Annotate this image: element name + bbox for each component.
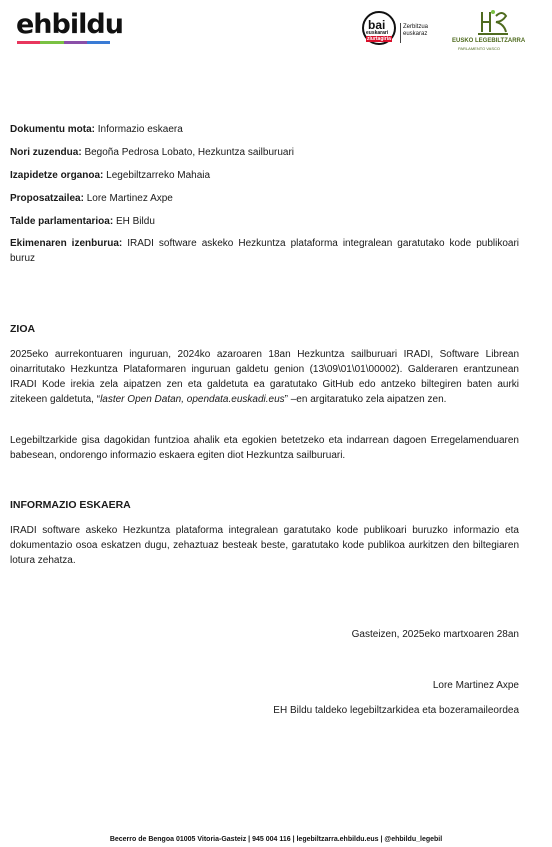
parliament-emblem-icon [476,8,510,36]
bai-side-line1: Zerbitzua [403,24,429,30]
stripe-blue [87,41,110,44]
bai-side-text [403,24,428,38]
addressee-row [10,145,519,160]
letterhead [0,0,552,60]
bai-divider [400,23,401,43]
addressee-label: Nori zuzendua: [10,147,82,158]
group-value: EH Bildu [115,216,155,227]
proposer-label: Proposatzailea: [10,193,84,204]
organ-row [10,168,519,183]
zioa-para1-italic: laster Open Datan, opendata.euskadi.eus [100,394,285,405]
signer-name: Lore Martinez Axpe [432,680,519,691]
stripe-green [40,41,63,44]
request-paragraph: IRADI software askeko Hezkuntza plataforma integralean garatutako kode publikoari buruzko informazio eta dokumentazio osoa eskatzen dugu, zehaztuaz besteak beste, garatutako kode publikoa aurkitzen den biltegiaren lotura zehatza. [10,525,519,566]
addressee-value: Begoña Pedrosa Lobato, Hezkuntza sailburuari [84,147,295,158]
initiative-title-label: Ekimenaren izenburua: [10,238,123,249]
zioa-heading: ZIOA [10,323,36,335]
organ-label: Izapidetze organoa: [10,170,104,181]
organ-value: Legebiltzarreko Mahaia [106,170,211,181]
ehbildu-logo: ehbildu [16,9,123,40]
bai-line2: ziurtagiria [367,36,391,42]
parliament-subtitle: PARLAMENTO VASCO [458,46,501,51]
bai-side-line2: euskaraz [403,31,428,37]
doc-type-label: Dokumentu mota: [10,124,95,135]
zioa-para1-text: 2025eko aurrekontuaren inguruan, 2024ko azaroaren 18an Hezkuntza sailburuari IRADI, Software Librean oinarritutako Hezkuntza Plataformaren inguruan galdetu genion (13\09\01\01\00002). Galderaren erantzunean IRADI Kode irekia zela aipatzen zen eta galdetuta ea garatutako GitHub edo antzeko biltegiren baten aurki zitekeen galdetuta, “ [10,349,519,405]
parliament-name: EUSKO LEGEBILTZARRA [452,38,526,44]
ehbildu-logo-stripe [17,41,110,44]
doc-type-row [10,122,519,137]
eusko-legebiltzarra-logo [448,8,538,58]
bai-line1: euskarari [366,30,389,36]
bai-euskarari-logo [362,9,432,49]
stripe-purple [64,41,87,44]
footer-contact: Becerro de Bengoa 01005 Vitoria-Gasteiz | 945 004 116 | legebiltzarra.ehbildu.eus | @ehbildu_legebil [109,836,443,843]
stripe-pink [17,41,40,44]
doc-type-value: Informazio eskaera [97,124,183,135]
proposer-row [10,191,519,206]
bai-word: bai [368,18,386,32]
zioa-paragraph-1 [10,347,519,407]
group-label: Talde parlamentarioa: [10,216,114,227]
initiative-title-value: IRADI software askeko Hezkuntza plataforma integralean garatutako kode publikoari buruz [10,238,520,264]
group-row [10,214,519,229]
initiative-title-row [10,236,519,266]
request-heading: INFORMAZIO ESKAERA [10,499,131,511]
signer-role: EH Bildu taldeko legebiltzarkidea eta bozeramaileordea [273,705,519,716]
zioa-para1-end: ” –en argitaratuko zela aipatzen zen. [284,394,447,405]
place-date: Gasteizen, 2025eko martxoaren 28an [351,629,519,640]
zioa-paragraph-2: Legebiltzarkide gisa dagokidan funtzioa ahalik eta egokien betetzeko eta indarrean dagoen Erregelamenduaren babesean, ondorengo informazio eskaera egiten diot Hezkuntza sailburuari. [10,435,519,461]
proposer-value: Lore Martinez Axpe [86,193,173,204]
